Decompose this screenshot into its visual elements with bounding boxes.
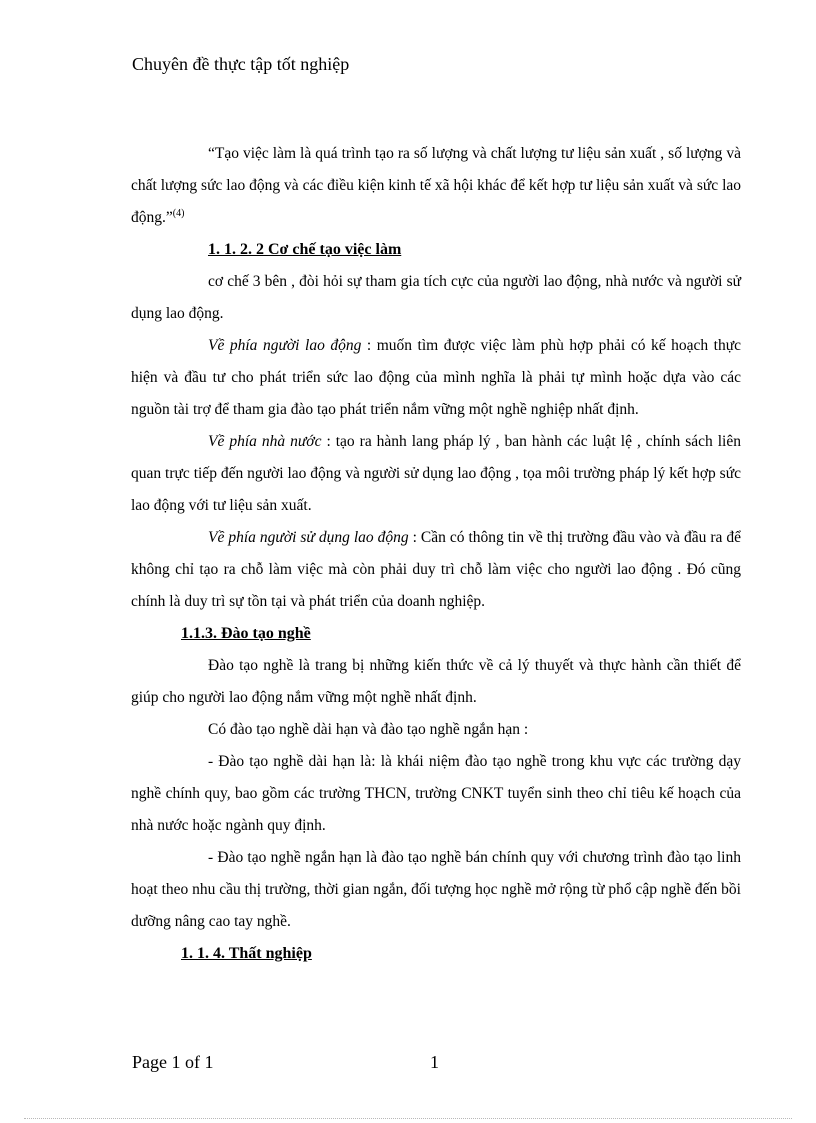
page-header-title: Chuyên đề thực tập tốt nghiệp: [132, 54, 350, 74]
worker-side-lead: Về phía người lao động: [208, 337, 362, 354]
paragraph-short-term-training: - Đào tạo nghề ngắn hạn là đào tạo nghề bán chính quy với chương trình đào tạo linh hoạt theo nhu cầu thị trường, thời gian ngắn, đối tượng học nghề mở rộng từ phổ cập nghề đến bồi dưỡng nâng cao tay nghề.: [131, 849, 741, 930]
page-bottom-edge: [24, 1118, 792, 1119]
state-side-lead: Về phía nhà nước: [208, 433, 322, 450]
paragraph-long-term-training: - Đào tạo nghề dài hạn là: là khái niệm đào tạo nghề trong khu vực các trường dạy nghề chính quy, bao gồm các trường THCN, trường CNKT tuyển sinh theo chỉ tiêu kế hoạch của nhà nước hoặc ngành quy định.: [131, 753, 741, 834]
footer-page-number: 1: [430, 1052, 439, 1072]
paragraph-worker-side: [131, 330, 741, 426]
paragraph-state-side: [131, 426, 741, 522]
paragraph-tripartite: cơ chế 3 bên , đòi hỏi sự tham gia tích cực của người lao động, nhà nước và người sử dụng lao động.: [131, 273, 741, 322]
paragraph-training-types: Có đào tạo nghề dài hạn và đào tạo nghề ngắn hạn :: [208, 721, 529, 738]
employer-side-text: : Cần có thông tin về thị trường đầu vào và đầu ra để không chỉ tạo ra chỗ làm việc mà còn phải duy trì chỗ làm việc cho người lao động . Đó cũng chính là duy trì sự tồn tại và phát triển của doanh nghiệp.: [131, 529, 741, 610]
definition-text: “Tạo việc làm là quá trình tạo ra số lượng và chất lượng tư liệu sản xuất , số lượng và chất lượng sức lao động và các điều kiện kinh tế xã hội khác để kết hợp tư liệu sản xuất và sức lao động.”: [131, 145, 741, 226]
worker-side-text: : muốn tìm được việc làm phù hợp phải có kế hoạch thực hiện và đầu tư cho phát triển sức lao động của mình nghĩa là phải tự mình hoặc dựa vào các nguồn tài trợ để tham gia đào tạo phát triển nắm vững một nghề nghiệp nhất định.: [131, 337, 741, 418]
section-heading-vocational-training: [131, 618, 741, 650]
footer-page-label: Page 1 of 1: [132, 1052, 214, 1072]
section-heading-mechanism-text: 1. 1. 2. 2 Cơ chế tạo việc làm: [208, 241, 402, 258]
section-heading-unemployment-text: 1. 1. 4. Thất nghiệp: [181, 945, 312, 962]
section-heading-unemployment: [131, 938, 741, 970]
paragraph-training-definition: Đào tạo nghề là trang bị những kiến thức về cả lý thuyết và thực hành cần thiết để giúp cho người lao động nắm vững một nghề nhất định.: [131, 657, 741, 706]
section-heading-mechanism: [131, 234, 741, 266]
footnote-reference: (4): [172, 207, 185, 219]
document-body: [131, 138, 741, 970]
employer-side-lead: Về phía người sử dụng lao động: [208, 529, 409, 546]
section-heading-vocational-training-text: 1.1.3. Đào tạo nghề: [181, 625, 311, 642]
state-side-text: : tạo ra hành lang pháp lý , ban hành các luật lệ , chính sách liên quan trực tiếp đến người lao động và người sử dụng lao động , tọa môi trường pháp lý kết hợp sức lao động với tư liệu sản xuất.: [131, 433, 741, 514]
paragraph-definition: [131, 138, 741, 234]
paragraph-employer-side: [131, 522, 741, 618]
